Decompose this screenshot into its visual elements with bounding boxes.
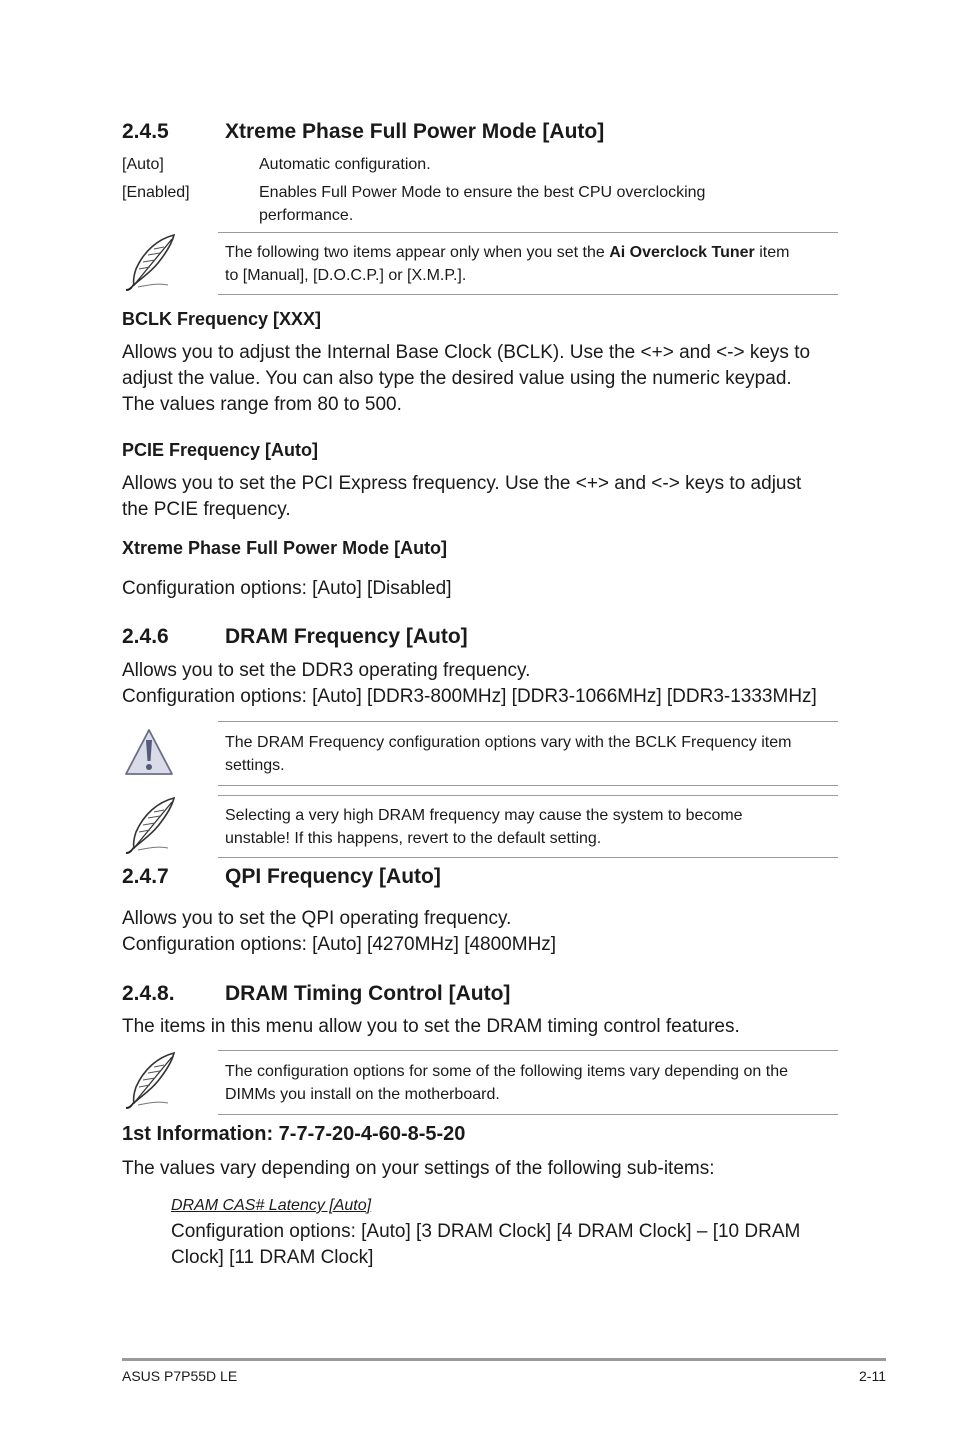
- section-number: 2.4.8.: [122, 982, 175, 1005]
- note-line: Selecting a very high DRAM frequency may cause the system to become: [225, 807, 743, 824]
- pcie-heading: PCIE Frequency [Auto]: [122, 440, 319, 460]
- dram-freq-paragraph: [122, 658, 817, 710]
- option-enabled-label: [Enabled]: [122, 184, 190, 201]
- sub-item-line: Configuration options: [Auto] [3 DRAM Clock] [4 DRAM Clock] – [10 DRAM: [171, 1221, 801, 1242]
- section-2-4-5-heading: [122, 120, 822, 148]
- note-line: The configuration options for some of the following items vary depending on the: [225, 1063, 788, 1080]
- footer-left: ASUS P7P55D LE: [122, 1368, 238, 1384]
- dram-freq-line: Configuration options: [Auto] [DDR3-800MHz] [DDR3-1066MHz] [DDR3-1333MHz]: [122, 686, 817, 707]
- footer-page-number: 2-11: [859, 1368, 886, 1384]
- option-auto-desc: Automatic configuration.: [259, 156, 431, 173]
- footer-rule: [122, 1358, 886, 1361]
- option-enabled-desc-line: Enables Full Power Mode to ensure the best CPU overclocking: [259, 184, 706, 201]
- option-auto-label: [Auto]: [122, 156, 164, 173]
- bclk-line: The values range from 80 to 500.: [122, 394, 402, 415]
- note-line: unstable! If this happens, revert to the default setting.: [225, 830, 602, 847]
- section-number: 2.4.5: [122, 120, 169, 143]
- section-title: Xtreme Phase Full Power Mode [Auto]: [225, 120, 605, 143]
- note-text: [225, 1060, 788, 1106]
- sub-item-line: Clock] [11 DRAM Clock]: [171, 1247, 374, 1268]
- qpi-line: Configuration options: [Auto] [4270MHz] [4800MHz]: [122, 934, 557, 955]
- note-line: [225, 241, 789, 264]
- bclk-line: Allows you to adjust the Internal Base Clock (BCLK). Use the <+> and <-> keys to: [122, 342, 811, 363]
- info-text: The values vary depending on your settings of the following sub-items:: [122, 1158, 715, 1179]
- section-title: DRAM Frequency [Auto]: [225, 625, 468, 648]
- note-post: item: [754, 244, 790, 261]
- note-line: to [Manual], [D.O.C.P.] or [X.M.P.].: [225, 267, 467, 284]
- caution-box: [218, 721, 838, 786]
- caution-line: settings.: [225, 757, 285, 774]
- note-box: [218, 232, 838, 295]
- note-line: DIMMs you install on the motherboard.: [225, 1086, 500, 1103]
- dram-freq-line: Allows you to set the DDR3 operating frequency.: [122, 660, 531, 681]
- xpf-options: Configuration options: [Auto] [Disabled]: [122, 578, 452, 599]
- xpf-heading: Xtreme Phase Full Power Mode [Auto]: [122, 538, 448, 558]
- feather-pen-icon: [124, 1051, 178, 1111]
- pcie-paragraph: [122, 471, 801, 523]
- bclk-paragraph: [122, 340, 810, 418]
- pcie-line: the PCIE frequency.: [122, 499, 291, 520]
- qpi-line: Allows you to set the QPI operating frequency.: [122, 908, 512, 929]
- sub-item-title: DRAM CAS# Latency [Auto]: [171, 1197, 372, 1214]
- caution-line: The DRAM Frequency configuration options vary with the BCLK Frequency item: [225, 734, 792, 751]
- section-title: QPI Frequency [Auto]: [225, 865, 441, 888]
- feather-pen-icon: [124, 233, 178, 293]
- section-2-4-7-heading: [122, 865, 822, 893]
- section-title: DRAM Timing Control [Auto]: [225, 982, 511, 1005]
- section-number: 2.4.7: [122, 865, 169, 888]
- bclk-line: adjust the value. You can also type the desired value using the numeric keypad.: [122, 368, 792, 389]
- note-pre: The following two items appear only when you set the: [225, 244, 610, 261]
- sub-item-paragraph: [171, 1219, 800, 1271]
- section-number: 2.4.6: [122, 625, 169, 648]
- note-box: [218, 1050, 838, 1115]
- info-heading: 1st Information: 7-7-7-20-4-60-8-5-20: [122, 1123, 466, 1145]
- qpi-paragraph: [122, 906, 556, 958]
- note-text: [225, 241, 789, 287]
- caution-text: [225, 731, 791, 777]
- note-text: [225, 804, 743, 850]
- pcie-line: Allows you to set the PCI Express frequency. Use the <+> and <-> keys to adjust: [122, 473, 802, 494]
- feather-pen-icon: [124, 796, 178, 856]
- section-2-4-8-heading: [122, 982, 822, 1010]
- dram-timing-intro: The items in this menu allow you to set the DRAM timing control features.: [122, 1016, 740, 1037]
- note-bold: Ai Overclock Tuner: [609, 244, 755, 261]
- section-2-4-6-heading: [122, 625, 822, 653]
- note-box: [218, 795, 838, 858]
- warning-triangle-icon: [124, 728, 174, 776]
- option-enabled-desc-line: performance.: [259, 207, 354, 224]
- option-enabled-desc: [259, 181, 859, 227]
- bclk-heading: BCLK Frequency [XXX]: [122, 309, 322, 329]
